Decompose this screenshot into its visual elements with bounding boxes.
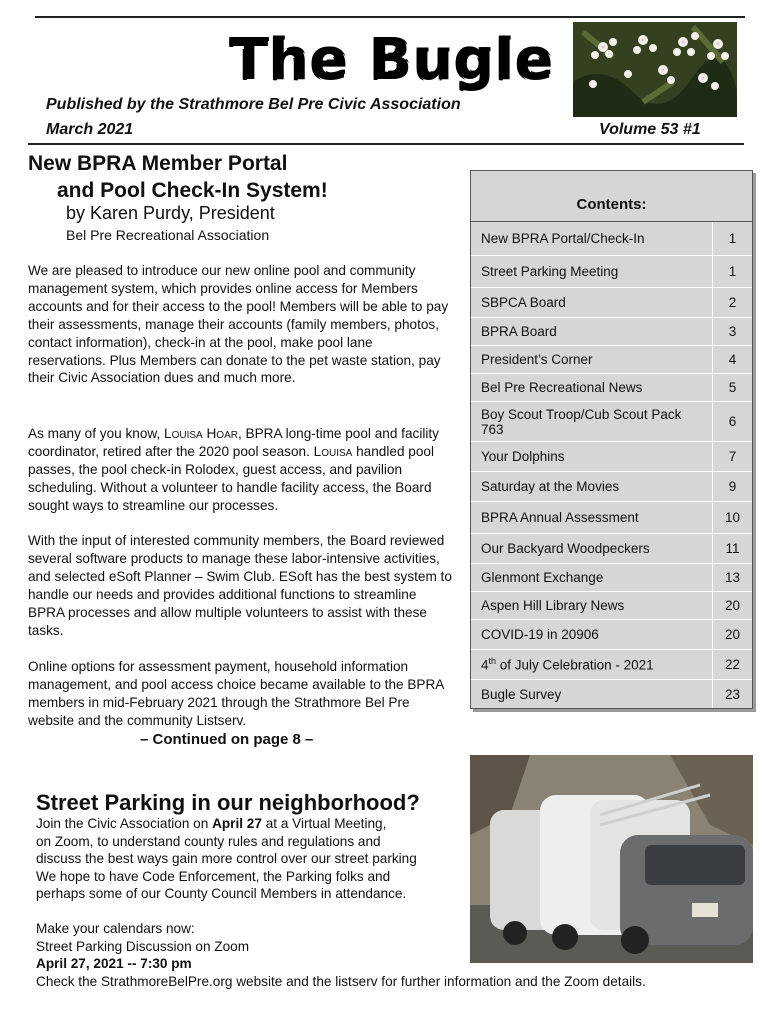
contents-row-title: COVID-19 in 20906 <box>471 620 713 649</box>
issue-volume: Volume 53 #1 <box>599 121 701 138</box>
contents-row-page: 10 <box>724 510 741 525</box>
contents-row-page: 7 <box>728 449 737 464</box>
article-paragraph-2: As many of you know, Louisa Hoar, BPRA long-time pool and facility coordinator, retired after the 2020 pool season. Louisa handled pool passes, the pool check-in Rolodex, guest access, and pavilion scheduling. Without a volunteer to handle facility access, the Board sought ways to streamline our processes. <box>28 426 439 513</box>
contents-row-title: Aspen Hill Library News <box>471 592 713 619</box>
meeting-datetime: April 27, 2021 -- 7:30 pm <box>36 956 192 971</box>
parking-line: discuss the best ways gain more control over our street parking <box>36 851 417 866</box>
contents-row-title: BPRA Board <box>471 318 713 345</box>
masthead-subtitle: Published by the Strathmore Bel Pre Civic Association <box>46 96 461 113</box>
parking-body <box>36 815 736 990</box>
contents-row <box>471 442 752 472</box>
article-byline: by Karen Purdy, President <box>66 203 275 223</box>
contents-row-page: 5 <box>728 380 737 395</box>
contents-row <box>471 534 752 564</box>
contents-row-title: SBPCA Board <box>471 288 713 317</box>
contents-row <box>471 680 752 708</box>
parking-line: on Zoom, to understand county rules and regulations and <box>36 833 381 849</box>
contents-row-title: Street Parking Meeting <box>471 256 713 287</box>
article-title-line1: New BPRA Member Portal <box>28 152 288 175</box>
parking-line: perhaps some of our County Council Members in attendance. <box>36 886 407 901</box>
contents-row-page: 11 <box>725 541 740 556</box>
contents-row <box>471 592 752 620</box>
contents-row-title: New BPRA Portal/Check-In <box>471 222 713 255</box>
parking-line: Make your calendars now: <box>36 921 195 936</box>
contents-row-title: Bel Pre Recreational News <box>471 374 713 401</box>
newsletter-title: The Bugle <box>230 28 555 93</box>
contents-row-page: 3 <box>728 324 737 339</box>
masthead-rule <box>28 143 744 145</box>
contents-heading: Contents: <box>471 171 752 222</box>
top-rule <box>35 16 745 18</box>
contents-row-title: Boy Scout Troop/Cub Scout Pack 763 <box>471 402 713 441</box>
contents-row <box>471 472 752 502</box>
contents-row <box>471 256 752 288</box>
contents-row-page: 22 <box>724 657 741 672</box>
contents-row <box>471 288 752 318</box>
parking-title: Street Parking in our neighborhood? <box>36 790 420 815</box>
contents-row-page: 2 <box>728 295 737 310</box>
flower-photo <box>573 22 737 117</box>
article-paragraph-4: Online options for assessment payment, household information management, and pool access choice became available to the BPRA members in mid-February 2021 through the Strathmore Bel Pre website and the community Listserv. <box>28 659 444 728</box>
meeting-date: April 27 <box>212 816 262 831</box>
contents-row-title: 4th of July Celebration - 2021 <box>471 650 713 679</box>
person-name: Louisa <box>313 443 353 459</box>
contents-row-page: 1 <box>728 231 737 246</box>
contents-row-title: Bugle Survey <box>471 680 713 708</box>
article-title <box>28 150 328 204</box>
contents-row-title: Your Dolphins <box>471 442 713 471</box>
contents-row-page: 20 <box>724 627 741 642</box>
contents-row <box>471 650 752 680</box>
parking-line: Join the Civic Association on April 27 at a Virtual Meeting, <box>36 816 387 831</box>
contents-row <box>471 222 752 256</box>
contents-row-title: BPRA Annual Assessment <box>471 502 713 533</box>
contents-row <box>471 318 752 346</box>
contents-row <box>471 374 752 402</box>
issue-date: March 2021 <box>46 121 134 138</box>
contents-row-title: Saturday at the Movies <box>471 472 713 501</box>
contents-row-title: Our Backyard Woodpeckers <box>471 534 713 563</box>
contents-row-title: President’s Corner <box>471 346 713 373</box>
article-paragraph-1: We are pleased to introduce our new online pool and community management system, which provides online access for Members accounts and for their access to the pool! Members will be able to pay their assessments, manage their accounts (family members, photos, contact information), check-in at the pool, make pool lane reservations. Plus Members can donate to the pet waste station, pay their Civic Association dues and much more. <box>28 263 449 386</box>
contents-row <box>471 564 752 592</box>
contents-row-page: 9 <box>728 479 737 494</box>
contents-row-page: 13 <box>724 570 741 585</box>
contents-row-page: 6 <box>728 414 737 429</box>
contents-row-page: 23 <box>724 686 741 702</box>
contents-row-page: 1 <box>728 264 737 279</box>
table-of-contents <box>470 170 753 709</box>
contents-row-page: 4 <box>728 352 737 367</box>
person-name: Louisa Hoar <box>164 426 238 441</box>
continued-note: – Continued on page 8 – <box>140 731 314 748</box>
contents-row-page: 20 <box>724 598 741 613</box>
article-title-line2: and Pool Check-In System! <box>57 179 328 202</box>
contents-row <box>471 502 752 534</box>
parking-line: Check the StrathmoreBelPre.org website and the listserv for further information and the Zoom details. <box>36 973 646 989</box>
contents-row <box>471 346 752 374</box>
contents-row-title: Glenmont Exchange <box>471 564 713 591</box>
parking-line: Street Parking Discussion on Zoom <box>36 938 250 954</box>
article-paragraph-3: With the input of interested community members, the Board reviewed several software products to manage these labor-intensive activities, and selected eSoft Planner – Swim Club. ESoft has the best system to handle our needs and provides additional functions to streamline BPRA processes and allow multiple volunteers to assist with these tasks. <box>28 533 452 638</box>
parking-line: We hope to have Code Enforcement, the Parking folks and <box>36 868 391 884</box>
contents-row <box>471 620 752 650</box>
contents-row <box>471 402 752 442</box>
article-affiliation: Bel Pre Recreational Association <box>66 227 270 243</box>
